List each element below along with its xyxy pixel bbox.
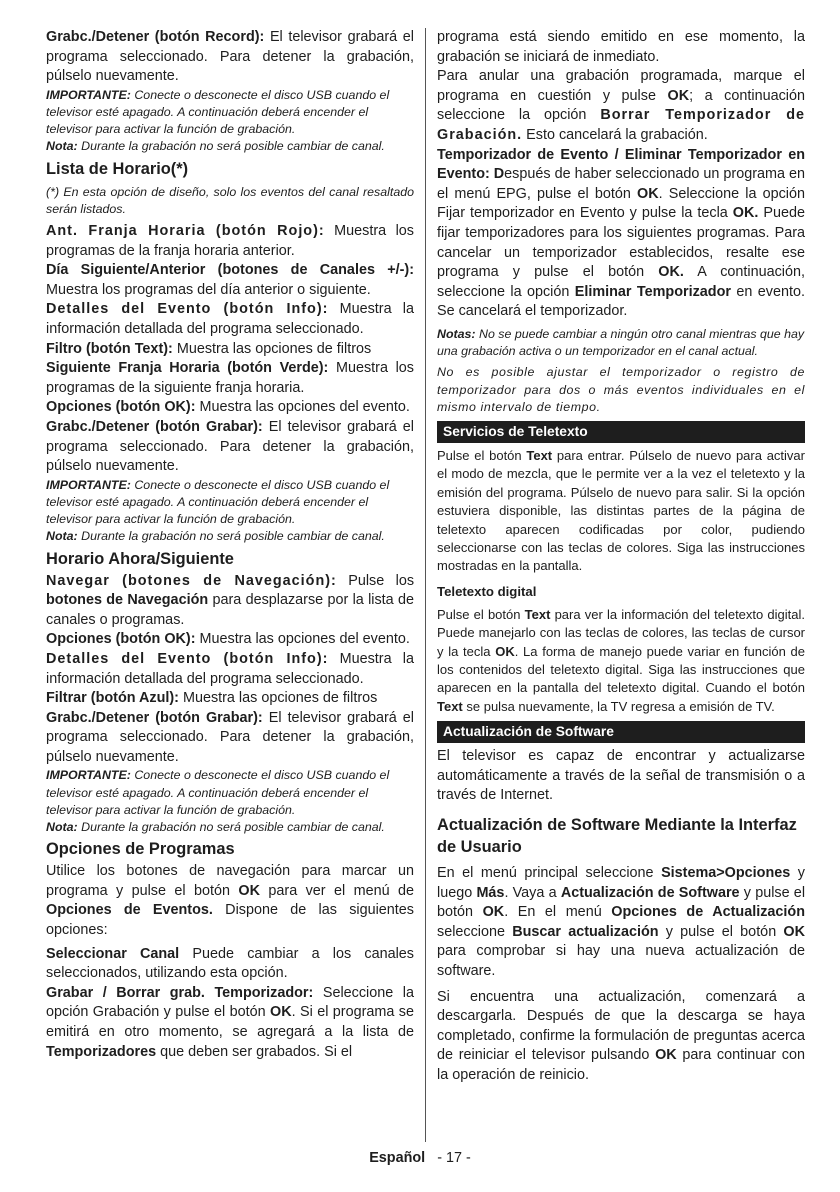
important-note-2: IMPORTANTE: Conecte o desconecte el disco USB cuando el televisor esté apagado. A continuación deberá encender el televisor para activar la función de grabación.: [46, 477, 390, 527]
nota: Nota: Durante la grabación no será posible cambiar de canal.: [46, 139, 385, 154]
paragraph-dia-siguiente: Día Siguiente/Anterior (botones de Canales +/-): Muestra los programas del día anterior o siguiente.: [46, 262, 414, 298]
paragraph-grabar-record: Grabc./Detener (botón Record): El televisor grabará el programa seleccionado. Para detener la grabación, púlselo nuevamente.: [46, 29, 414, 85]
paragraph-opciones-2: Opciones (botón OK): Muestra las opciones del evento.: [46, 631, 410, 648]
paragraph-filtrar: Filtrar (botón Azul): Muestra las opciones de filtros: [46, 690, 378, 707]
paragraph-interfaz: En el menú principal seleccione Sistema>Opciones y luego Más. Vaya a Actualización de Software y pulse el botón OK. En el menú Opciones de Actualización seleccione Buscar actualización y pulse el botón OK para comprobar si hay una nueva actualización de software.: [437, 864, 806, 979]
paragraph-grabar-3: Grabc./Detener (botón Grabar): El televisor grabará el programa seleccionado. Para detener la grabación, púlselo nuevamente.: [46, 709, 414, 765]
nota-3: Nota: Durante la grabación no será posible cambiar de canal.: [46, 820, 385, 835]
important-note-3: IMPORTANTE: Conecte o desconecte el disco USB cuando el televisor esté apagado. A continuación deberá encender el televisor para activar la función de grabación.: [46, 768, 390, 817]
paragraph-seleccionar-canal: Seleccionar Canal Puede cambiar a los canales seleccionados, utilizando esta opción.: [46, 945, 414, 982]
paragraph-detalles-evento-2: Detalles del Evento (botón Info): Muestra la información detallada del programa seleccionado.: [46, 650, 414, 687]
paragraph-grabar-2: Grabc./Detener (botón Grabar): El televisor grabará el programa seleccionado. Para detener la grabación, púlselo nuevamente.: [46, 418, 414, 475]
nota-2: Nota: Durante la grabación no será posible cambiar de canal.: [46, 529, 385, 544]
horario-note: (*) En esta opción de diseño, solo los eventos del canal resaltado serán listados.: [46, 184, 414, 216]
paragraph-continuation: programa está siendo emitido en ese momento, la grabación se iniciará de inmediato.: [437, 29, 805, 65]
section-bar-software: Actualización de Software: [437, 721, 805, 743]
paragraph-anular: Para anular una grabación programada, marque el programa en cuestión y pulse OK; a continuación seleccione la opción Borrar Temporizador de Grabación. Esto cancelará la grabación.: [437, 68, 805, 143]
paragraph-teletexto-digital: Pulse el botón Text para ver la información del teletexto digital. Puede manejarlo con las teclas de colores, las teclas de cursor y la tecla OK. La forma de manejo puede variar en función de los contenidos del teletexto digital. Siga las instrucciones que aparecen en la pantalla del teletexto digital. Cuando el botón Text se pulsa nuevamente, la TV regresa a emisión de TV.: [437, 606, 805, 714]
heading-lista-horario: Lista de Horario(*): [46, 159, 189, 178]
page-number: - 17 -: [437, 1150, 471, 1166]
section-bar-teletexto: Servicios de Teletexto: [437, 421, 805, 443]
paragraph-navegar: Navegar (botones de Navegación): Pulse los botones de Navegación para desplazarse por la lista de canales o programas.: [46, 572, 415, 628]
paragraph-no-es-posible: No es posible ajustar el temporizador o registro de temporizador para dos o más eventos individuales en el mismo intervalo de tiempo.: [437, 365, 805, 414]
heading-ahora-siguiente: Horario Ahora/Siguiente: [46, 549, 234, 568]
heading-interfaz-usuario: Actualización de Software Mediante la Interfaz de Usuario: [437, 815, 797, 856]
page-footer: [0, 1148, 840, 1168]
left-column: [46, 28, 414, 1062]
paragraph-opciones-programas: Utilice los botones de navegación para marcar un programa y pulse el botón OK para ver el menú de Opciones de Eventos. Dispone de las siguientes opciones:: [46, 863, 415, 939]
right-column: [437, 28, 805, 1086]
paragraph-detalles-evento: Detalles del Evento (botón Info): Muestra la información detallada del programa seleccionado.: [46, 301, 414, 337]
footer-language: Español: [369, 1150, 426, 1166]
paragraph-grabar-borrar: Grabar / Borrar grab. Temporizador: Seleccione la opción Grabación y pulse el botón OK. Si el programa se emitirá en otro momento, se agregará a la lista de Temporizadores que deben ser grabados. Si el: [46, 984, 414, 1060]
paragraph-software: El televisor es capaz de encontrar y actualizarse automáticamente a través de la señal de transmisión o a través de Internet.: [437, 748, 805, 804]
paragraph-filtro: Filtro (botón Text): Muestra las opciones de filtros: [46, 340, 372, 357]
paragraph-ant-franja: Ant. Franja Horaria (botón Rojo): Muestra los programas de la franja horaria anterior.: [46, 223, 414, 259]
notas: Notas: No se puede cambiar a ningún otro canal mientras que hay una grabación activa o un temporizador en el canal actual.: [437, 326, 805, 359]
important-note: IMPORTANTE: Conecte o desconecte el disco USB cuando el televisor esté apagado. A continuación deberá encender el televisor para activar la función de grabación.: [46, 87, 390, 137]
paragraph-si-encuentra: Si encuentra una actualización, comenzará a descargarla. Después de que la descarga se haya completado, confirme la formulación de preguntas acerca de reiniciar el televisor pulsando OK para continuar con la operación de reinicio.: [437, 988, 805, 1083]
heading-teletexto-digital: Teletexto digital: [437, 583, 537, 599]
paragraph-teletexto: Pulse el botón Text para entrar. Púlselo de nuevo para activar el modo de mezcla, que le permite ver a la vez el teletexto y la emisión del programa. Púlselo de nuevo para salir. Si la opción estuviera disponible, las distintas partes de la página de teletexto aparecen codificadas por color, pudiendo seleccionarse con las teclas de colores. Siga las instrucciones mostradas en la pantalla.: [437, 447, 805, 574]
paragraph-siguiente-franja: Siguiente Franja Horaria (botón Verde): Muestra los programas de la siguiente franja horaria.: [46, 360, 414, 396]
paragraph-temporizador-evento: Temporizador de Evento / Eliminar Temporizador en Evento: Después de haber seleccionado un programa en el menú EPG, pulse el botón OK. Seleccione la opción Fijar temporizador en Evento y pulse la tecla OK. Puede fijar temporizadores para los siguientes programas. Para cancelar un temporizador establecidos, resalte ese programa y pulse el botón OK. A continuación, seleccione la opción Eliminar Temporizador en evento. Se cancelará el temporizador.: [437, 146, 805, 320]
heading-opciones-programas: Opciones de Programas: [46, 840, 235, 859]
paragraph-opciones: Opciones (botón OK): Muestra las opciones del evento.: [46, 399, 410, 416]
column-divider: [425, 28, 426, 1142]
